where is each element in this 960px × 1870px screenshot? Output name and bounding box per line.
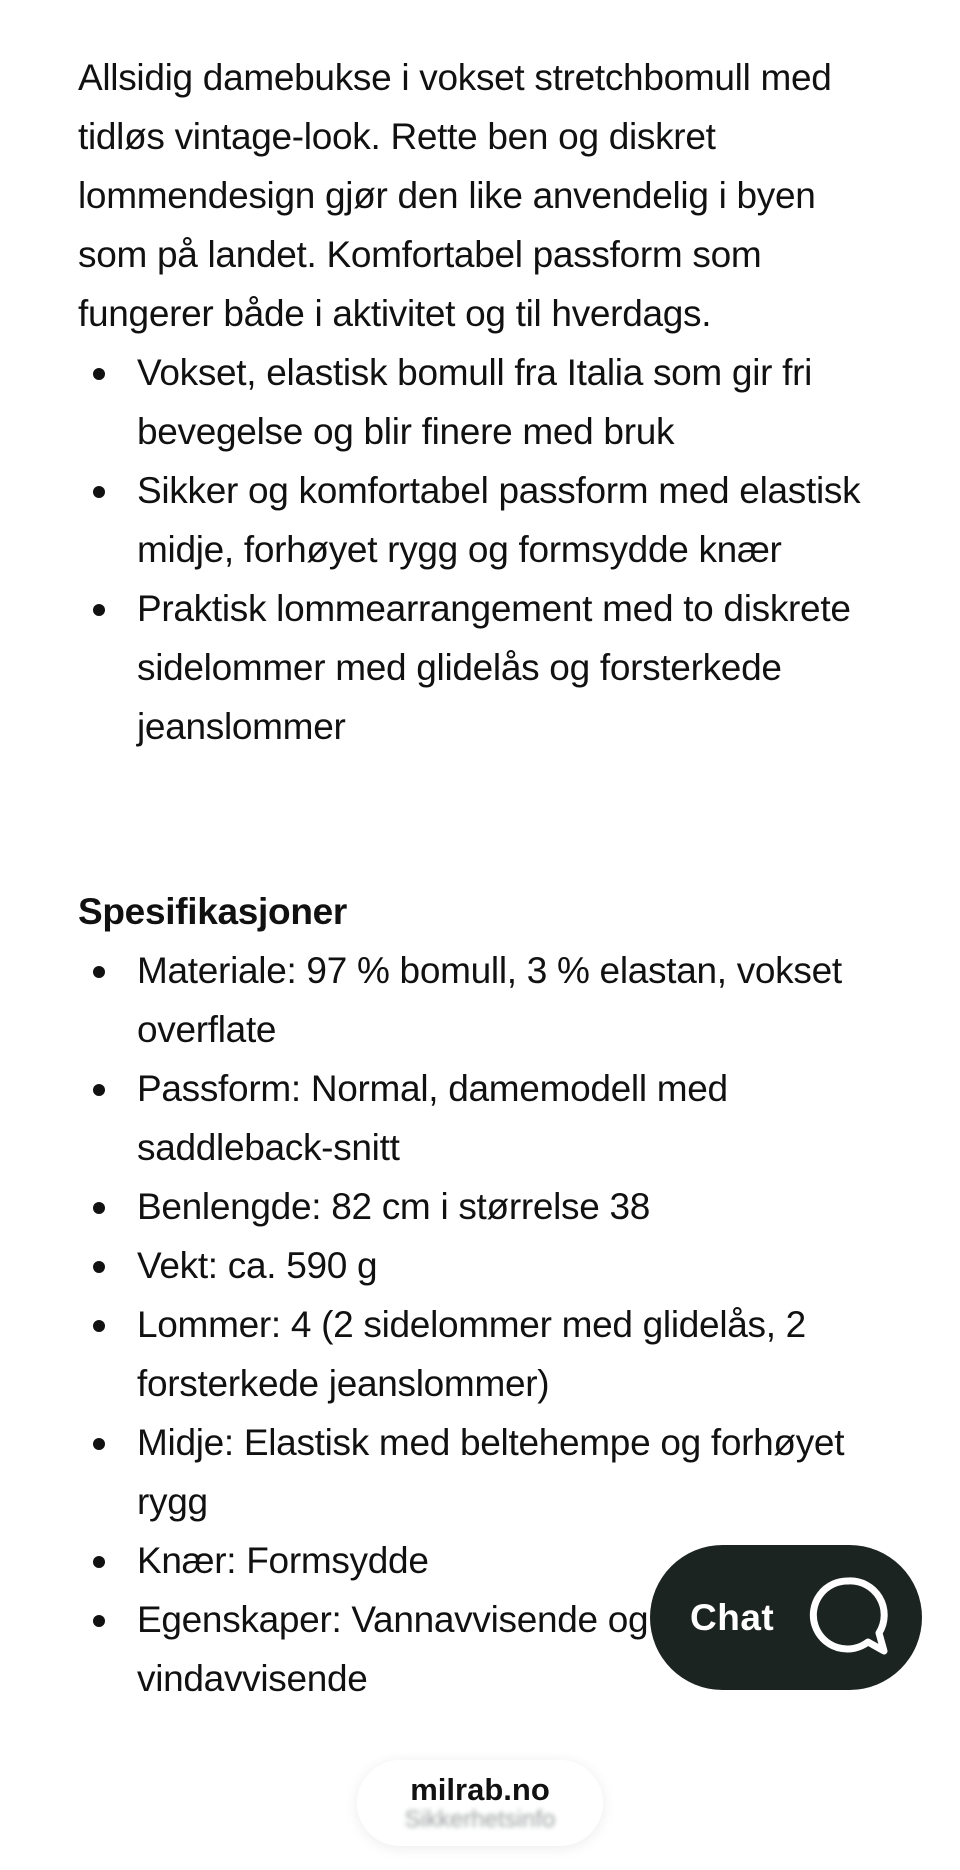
spec-item: Egenskaper: Vannavvisende og vindavvisende [78, 1590, 878, 1708]
specifications-heading: Spesifikasjoner [78, 891, 348, 932]
spec-item: Midje: Elastisk med beltehempe og forhøyet rygg [78, 1413, 878, 1531]
chat-bubble-icon [808, 1575, 888, 1659]
feature-item: Praktisk lommearrangement med to diskrete sidelommer med glidelås og forsterkede jeanslommer [78, 579, 878, 756]
spec-item: Knær: Formsydde [78, 1531, 878, 1590]
spec-item: Benlengde: 82 cm i størrelse 38 [78, 1177, 878, 1236]
address-bar-url: milrab.no [410, 1772, 550, 1807]
chat-button-label: Chat [690, 1596, 775, 1638]
intro-paragraph: Allsidig damebukse i vokset stretchbomull med tidløs vintage-look. Rette ben og diskret lommendesign gjør den like anvendelig i byen som på landet. Komfortabel passform som fungerer både i aktivitet og til hverdags. [78, 57, 832, 334]
feature-item: Sikker og komfortabel passform med elastisk midje, forhøyet rygg og formsydde knær [78, 461, 878, 579]
feature-list [78, 343, 878, 756]
address-bar-subtitle: Sikkerhetsinfo [404, 1806, 556, 1833]
feature-item: Vokset, elastisk bomull fra Italia som gir fri bevegelse og blir finere med bruk [78, 343, 878, 461]
address-bar[interactable] [357, 1760, 603, 1846]
spec-item: Passform: Normal, damemodell med saddleback-snitt [78, 1059, 878, 1177]
chat-button[interactable] [650, 1545, 922, 1690]
spec-item: Lommer: 4 (2 sidelommer med glidelås, 2 forsterkede jeanslommer) [78, 1295, 878, 1413]
spec-item: Vekt: ca. 590 g [78, 1236, 878, 1295]
product-description [78, 48, 878, 1708]
spec-item: Materiale: 97 % bomull, 3 % elastan, vokset overflate [78, 941, 878, 1059]
